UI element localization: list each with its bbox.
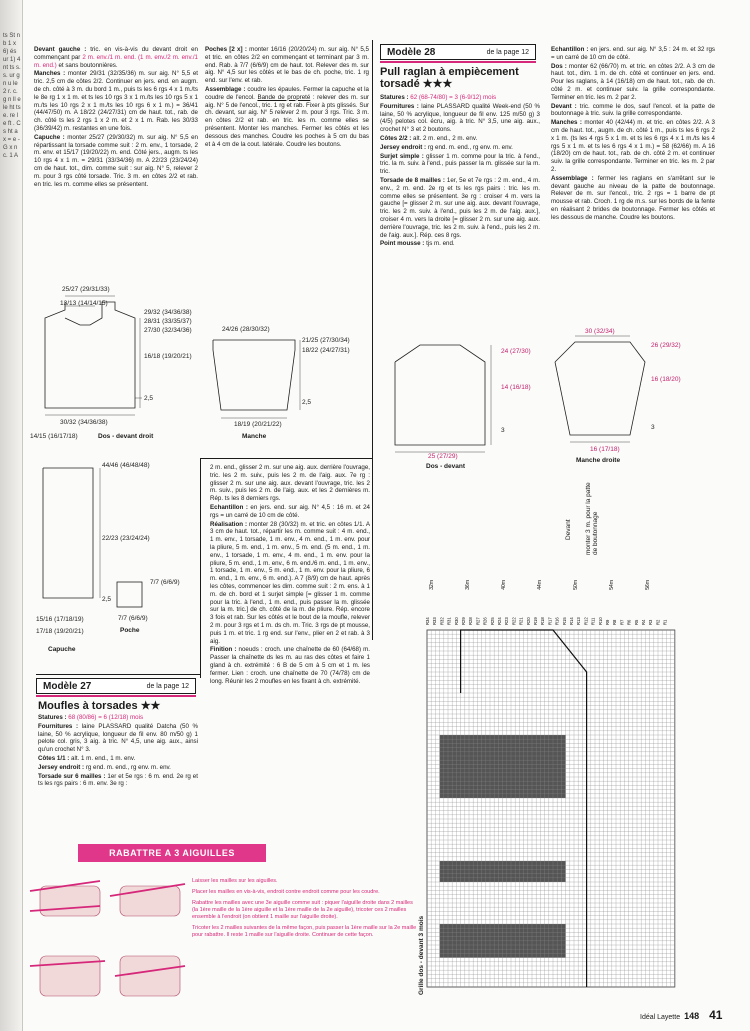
label-text: monter 3 m. pour la patte de boutonnage [585, 482, 599, 555]
dim-value: 25/27 (29/31/33) [62, 286, 110, 293]
text: laine PLASSARD qualité Week-end (50 % laine, 50 % acrylique, longueur de fil env. 125 m/50 g) 3 (4/5) pelotes col. écru, aig. à tric. N° 3,5, une aig. aux., crochet N° 3 et 2 boutons. [380, 102, 540, 134]
dim-value: 24/26 (28/30/32) [222, 326, 270, 333]
label: Statures : [380, 94, 409, 101]
dim-value: 16 (18/20) [651, 376, 681, 383]
grid-row-label: R13 [576, 617, 582, 625]
dim-label [144, 327, 192, 334]
dim-value: 44/46 (46/48/48) [102, 462, 150, 469]
label: Devant gauche : [34, 46, 87, 53]
dim-value: 26 (29/32) [651, 342, 681, 349]
dim-label [651, 424, 655, 431]
dim-value: 24 (27/30) [501, 348, 531, 355]
model-name: Modèle 27 [43, 680, 92, 692]
dim-value: 14/15 (16/17/18) [30, 433, 78, 440]
dim-value: 16/18 (19/20/21) [144, 353, 192, 360]
grid-row-label: R27 [475, 617, 481, 625]
grid-row-label: R28 [468, 617, 474, 625]
label: Surjet simple : [380, 152, 424, 160]
grid-row-label: R4 [641, 619, 646, 625]
grid-row-label: R25 [489, 617, 495, 625]
dim-label [102, 596, 111, 603]
binding-text: ts St nb 1 x 6) és ur 1) 4 nt ts s. s. ur g n u le 2 r. c. g n ll e le ht ts e. re le ft . C s ht a x = e - G x n c. 1 A [3, 33, 21, 159]
model-name: Modèle 28 [387, 46, 436, 58]
grid-row-label: R21 [518, 617, 524, 625]
dim-value: 7/7 (6/6/9) [118, 615, 148, 622]
dim-value: 2,5 [102, 596, 112, 603]
grid-row-label: R24 [497, 617, 502, 625]
dim-label [501, 427, 505, 434]
dim-label [590, 446, 620, 453]
text: monter 29/31 (32/35/36) m. sur aig. N° 5,5 et tric. 2,5 cm de côtes 2/2. Continuer en jers. end. en augm. de ch. côté à 3 m. du bord 1 m., puis ts les 6 rgs 4 x 1 m./ts le 8e rg 1 x 1 m. et ts les 10 rgs 3 x 1 m./ts les 10 rgs 5 x 1 m./ts les 10 rgs 2 x 1 m./ts les 10 rgs 6 x 1 m.) = 36/41 (44/47/50) m. A 18/22 (24/27/31) cm de haut. tot., rab. de ch. côté ts les 2 rgs 1 x 2 m. et 2 x 1 m. Rab. les 30/33 (36/39/42) m. restantes en une fois. [34, 70, 198, 132]
dim-label [428, 453, 458, 460]
text: 1er, 5e et 7e rgs : 2 m. end., 4 m. env., 2 m. end. 2e rg et ts les rgs pairs : tric. les m. comme elles se présentent. 3e rg : croiser 4 m. vers la gauche [= glisser 2 m. sur une aig. aux. devant l'ouvrage, tric. les 2 m. suiv. à l'end., puis les 2 m. de l'aig. aux.], croiser 4 m. vers la droite [= glisser 2 m. sur une aig. aux. derrière l'ouvrage, tric. les 2 m. suiv. à l'end., puis les 2 m. de l'aig. aux.]. Rép. ces 8 rgs. [380, 176, 540, 239]
dim-label [302, 347, 350, 354]
dim-value: 21/25 (27/30/34) [302, 337, 350, 344]
dim-label [651, 342, 681, 349]
label: Dos : [551, 62, 567, 70]
dim-label [501, 348, 531, 355]
text: alt. 1 m. end., 1 m. env. [71, 754, 136, 762]
binding-edge [0, 0, 23, 1031]
pink-bar [380, 61, 536, 63]
text: monter 62 (66/70) m. et tric. en côtes 2/2. A 3 cm de haut. tot., dim. 1 m. de ch. côté et continuer en jers. end. Pour les raglans, à 14 (16/18) cm de haut. tot., rab. de ch. côté 2 m. et continuer suiv. la grille correspondante. Terminer en tric. les m. 2 par 2. [551, 62, 716, 101]
text: tric. en vis-à-vis du devant droit en commençant par [34, 46, 198, 61]
dim-value: 22/23 (23/24/24) [102, 535, 150, 542]
grid-row-label: R29 [461, 617, 466, 625]
diagram-title: Poche [120, 627, 140, 634]
text: 62 (68-74/80) = 3 (6-9/12) mois [410, 94, 497, 101]
instruction: Rabattre les mailles avec une 3e aiguille comme suit : piquer l'aiguille droite dans 2 mailles (la 1ère maille de la 1ère aiguille et la 1ère maille de la 2e aiguille), tricoter ces 2 mailles ensemble à l'endroit (on obtient 1 maille sur l'aiguille droite). [192, 900, 413, 920]
grid-row-label: R5 [633, 619, 639, 625]
text: 1er et 5e rgs : 6 m. end. 2e rg et ts les rgs pairs : 6 m. env. 3e rg : [38, 772, 198, 788]
dim-value: 2,5 [302, 399, 312, 406]
column-4 [551, 46, 715, 223]
dim-value: 27/30 (32/34/36) [144, 327, 192, 334]
model-27-header [36, 678, 196, 694]
text: et sans boutonnières. [58, 61, 118, 69]
grid-row-label: R22 [511, 617, 517, 625]
text: laine PLASSARD qualité Datcha (50 % laine, 50 % acrylique, longueur de fil env. 80 m/50 g) 1 pelote col. gris, 3 aig. à tric. N° 4,5, une aig. aux., ainsi qu'un crochet N° 3. [38, 722, 199, 754]
dim-value: 16 (17/18) [590, 446, 620, 453]
text: glisser 1 m. comme pour la tric. à l'end., tric. la m. suiv. à l'end., puis passer la m. glissée sur la m. tric. [380, 152, 540, 176]
label: Torsade sur 6 mailles : [38, 772, 106, 780]
grid-row-label: R3 [648, 619, 654, 625]
dim-value: 18/19 (20/21/22) [234, 421, 282, 428]
grid-row-label: R17 [547, 617, 553, 625]
model-28-header [380, 44, 536, 60]
instruction: Tricoter les 2 mailles suivantes de la même façon, puis passer la 1ère maille sur la 2e maille pour rabattre. Il reste 1 maille sur l'aiguille droite. Continuer de cette façon. [192, 925, 417, 938]
magazine-name: Idéal Layette [640, 1014, 681, 1021]
grid-size-label: 32m [429, 580, 435, 590]
dim-label [150, 579, 180, 586]
column-1 [34, 46, 198, 189]
dim-label [60, 419, 108, 426]
text: tjs m. end. [426, 240, 455, 248]
dim-value: 2,5 [144, 395, 154, 402]
label: Manches : [34, 70, 66, 78]
label: Fournitures : [38, 722, 79, 730]
grid-row-label: R31 [446, 617, 452, 625]
grid-size-label: 56m [645, 580, 651, 590]
grid-size-label: 50m [573, 580, 579, 590]
label-monter [585, 475, 599, 555]
text: monter 28 (30/32) m. et tric. en côtes 1/1. A 3 cm de haut. tot., répartir les m. comme suit : 4 m. end., 1 m. env., 1 torsade, 1 m. env., 4 m. end., 1 m. env. pour la pliure, 5 m. end., 1 m. env., 5 m. end. (5 m. end., 1 m. env., 1 torsade, 1 m. env., 4 m. end., 1 m. env. pour la pliure, 5 m. end., 1 m. env., 6 m. end./6 m. end., 1 m. env., 1 torsade, 1 m. env., 5 m. end., 1 m. env. pour la pliure, 6 m. end., 1 m. env., 6 m. end.). A 7 (8/9) cm de haut. après les côtes, commencer les dim. comme suit : 2 m. ens. à 1 m. de ch. bord et 1 surjet simple [= glisser 1 m. comme pour la tric. à l'end., 1 m. end., puis passer la m. glissée sur la m. tric.] de ch. côté de la m. de pliure. Rép. encore 3 fois et rab. Sur les côtés et le bout de la moufle, relever 2 m. pour 3 rgs et 1 m. ds ch. m. Tric. 3 rgs de pt mousse, puis 1 m. et tric. 1 rg end. sur l'env., plier en 2 et rab. à 3 aig. [210, 520, 370, 645]
knitting-illustrations [30, 866, 190, 1016]
diagram-poche [115, 580, 155, 620]
dim-label [102, 535, 150, 542]
column-3 [380, 94, 540, 249]
label: Poches [2 x] : [205, 46, 247, 53]
dim-label [302, 337, 350, 344]
instruction: Laisser les mailles sur les aiguilles. [192, 878, 278, 884]
grid-size-label: 44m [537, 580, 543, 590]
needle-illustration-2 [110, 884, 185, 916]
dim-label [585, 328, 615, 335]
label: Echantillon : [210, 503, 248, 511]
diagram-title: Dos - devant [426, 463, 466, 470]
label: Côtes 1/1 : [38, 754, 70, 762]
text: rg end. m. end., rg env. m. env. [85, 763, 171, 771]
dim-label [144, 353, 192, 360]
page-footer [640, 1008, 722, 1022]
text: : relever des m. sur aig. N° 5 de l'encol., tric. 1 rg et rab. Fixer à pts glissés. Sur ch. devant, sur aig. N° 5 relever 2 m. pour 3 rgs. Tric. 3 m. en côtes 2/2 et rab. en tric. les m. comme elles se présentent. Monter les manches. Fermer les côtés et les dessous des manches. Coudre les poches à 5 cm du bas et à 4 cm de la cout. latérale. Coudre les boutons. [205, 93, 369, 148]
dim-label [144, 309, 192, 316]
label-text: Devant [565, 519, 572, 540]
divider [200, 458, 372, 459]
grid-row-label: R2 [655, 619, 661, 625]
model-page: de la page 12 [486, 48, 529, 56]
issue-number: 148 [684, 1011, 700, 1021]
diagram-manche-droite [550, 340, 670, 460]
label: Assemblage : [551, 174, 594, 182]
grid-size-label: 54m [609, 580, 615, 590]
pink-bar [36, 695, 196, 697]
text: monter 25/27 (29/30/32) m. sur aig. N° 5,5 en répartissant la torsade comme suit : 2 m. env., 1 torsade, 2 m. env. et 15/17 (19/20/22) m. end. Côté jers., augm. ts les 10 rgs 4 x 1 m. = 29/31 (33/34/36) m. A 22/23 (23/24/24) cm de haut. tot., dim. comme suit : sur aig. N° 5, relever 2 m. pour 3 rgs côté torsade. Tric. 3 m. en côtes 2/2 et rab. en tric. les m. comme elles se présentent. [34, 133, 198, 188]
grid-row-label: R16 [554, 617, 560, 625]
column-middle [210, 464, 370, 686]
divider [36, 674, 200, 675]
text-pink: 2 m. env./1 m. end. (1 m. env./2 m. env./1 m. end.) [34, 53, 198, 69]
grid-row-label: R9 [605, 619, 610, 625]
dim-value: 29/32 (34/36/38) [144, 309, 192, 316]
dim-label [118, 615, 148, 622]
divider [200, 458, 201, 678]
dim-value: 30/32 (34/36/38) [60, 419, 108, 426]
dim-label [222, 326, 270, 333]
diagram-title: Dos - devant droit [98, 433, 154, 440]
rabattre-instructions [192, 878, 420, 943]
label: Jersey endroit : [380, 143, 427, 151]
dim-value: 17/18 (19/20/21) [36, 628, 84, 635]
label: Réalisation : [210, 520, 248, 528]
caption-sub: 3 mois [418, 915, 425, 937]
grid-row-label: R20 [525, 617, 531, 625]
dim-label [60, 300, 108, 307]
grid-row-label: R26 [482, 617, 488, 625]
dim-value: 14 (16/18) [501, 384, 531, 391]
model-27-title: Moufles à torsades ★★ [38, 700, 161, 712]
dim-label [144, 395, 153, 402]
label: Côtes 2/2 : [380, 134, 412, 142]
grid-row-label: R14 [569, 617, 574, 625]
grid-row-label: R1 [662, 619, 668, 625]
grid-row-label: R33 [432, 617, 438, 625]
label: Point mousse : [380, 240, 425, 248]
dim-value: 13/13 (14/14/15) [60, 300, 108, 307]
dim-label [36, 616, 84, 623]
dim-value: 7/7 (6/6/9) [150, 579, 180, 586]
diagram-dos-devant-droit [40, 290, 160, 420]
dim-value: 15/16 (17/18/19) [36, 616, 84, 623]
grid-row-label: R8 [612, 619, 618, 625]
grid-row-label: R10 [597, 617, 603, 625]
grid-row-label: R30 [453, 617, 459, 625]
grid-row-label: R32 [439, 617, 445, 625]
model-28-title: Pull raglan à empiècement torsadé ★★★ [380, 66, 519, 90]
text-underlined: Bande de propreté [257, 93, 311, 101]
label: Torsade de 8 mailles : [380, 176, 445, 184]
grid-row-label: R6 [626, 619, 632, 625]
dim-value: 25 (27/29) [428, 453, 458, 460]
text: rg end. m. end., rg env. m. env. [427, 143, 513, 151]
dim-label [102, 462, 150, 469]
text: en jers. end. sur aig. N° 3,5 : 24 m. et 32 rgs = un carré de 10 cm de côté. [551, 46, 715, 61]
text: 68 (80/86) = 6 (12/18) mois [68, 714, 144, 721]
text: monter 40 (42/44) m. et tric. en côtes 2/2. A 3 cm de haut. tot., augm. de ch. côté 1 m., puis ts les 6 rgs 2 x 1 m. (ts les 4 rgs 5 x 1 m. et ts les 6 rgs 4 x 1 m./ts les 4 rgs 5 x 1 m. et ts les 6 rgs 4 x 1 m.) = 58 (62/66) m. A 16 (18/20) cm de haut. tot., rab. de ch. côté 2 m. et continuer suiv. la grille correspondante. Terminer en tric. les m. 2 par 2. [551, 119, 715, 173]
needle-illustration-3 [30, 956, 105, 996]
model-page: de la page 12 [146, 682, 189, 690]
dim-value: 28/31 (33/35/37) [144, 318, 192, 325]
dim-value: 18/22 (24/27/31) [302, 347, 350, 354]
text: coudre les épaules. Fermer la capuche et la coudre de l'encol. [205, 85, 369, 101]
dim-value: 3 [651, 424, 655, 431]
needle-illustration-4 [115, 956, 185, 996]
text: 2 m. end., glisser 2 m. sur une aig. aux. derrière l'ouvrage, tric. les 2 m. suiv., puis les 2 m. de l'aig. aux. 7e rg : glisser 2 m. sur une aig. aux. devant l'ouvrage, tric. les 2 m. suiv., puis les 2 m. de l'aig. aux. et les 2 dernières m. Rép. ts les 8 derniers rgs. [210, 464, 370, 503]
label: Assemblage : [205, 85, 246, 93]
dim-label [30, 433, 78, 440]
text: fermer les raglans en s'arrêtant sur le devant gauche au niveau de la patte de boutonnage. Relever de m. sur l'encol., tric. 2 rgs = 1 barre de pt mousse et rab. Croch. 1 rg de m.s. sur les bords de la fente en réalisant 2 brides de boutonnage. Fermer les côtés et les dessous de manche. Coudre les boutons. [551, 174, 715, 221]
column-model-27 [38, 714, 198, 789]
grid-size-label: 36m [465, 580, 471, 590]
divider [372, 40, 373, 640]
dim-value: 30 (32/34) [585, 328, 615, 335]
column-2 [205, 46, 369, 149]
caption-main: Grille dos - devant [418, 938, 425, 995]
rabattre-banner: RABATTRE A 3 AIGUILLES [78, 844, 266, 862]
label: Capuche : [34, 133, 65, 141]
dim-value: 3 [501, 427, 505, 434]
label: Manches : [551, 119, 582, 127]
label: Jersey endroit : [38, 763, 85, 771]
dim-label [36, 628, 84, 635]
grid-row-label: R18 [540, 617, 546, 625]
label: Finition : [210, 646, 237, 654]
grid-row-label: R34 [425, 617, 430, 625]
grid-row-label: R19 [533, 617, 538, 625]
grid-row-label: R12 [583, 617, 589, 625]
grid-row-label: R23 [504, 617, 510, 625]
needle-illustration-1 [30, 881, 100, 916]
text: monter 16/16 (20/20/24) m. sur aig. N° 5,5 et tric. en côtes 2/2 en commençant et terminant par 3 m. end. Rab. à 7/7 (6/6/9) cm de haut. tot. Relever des m. sur aig. N° 4,5 sur les côtés et le bas de ch. poche, tric. 1 rg end. sur l'env. et rab. [205, 46, 369, 85]
diagram-title: Capuche [48, 646, 76, 653]
grid-row-label: R11 [590, 617, 596, 625]
diagram-dos-devant-28 [385, 340, 505, 460]
dim-label [651, 376, 681, 383]
dim-label [302, 399, 311, 406]
dim-label [62, 286, 110, 293]
label: Statures : [38, 714, 67, 721]
dim-label [144, 318, 192, 325]
diagram-title: Manche droite [576, 457, 621, 464]
grid-row-label: R15 [561, 617, 567, 625]
text: alt. 2 m. end., 2 m. env. [413, 134, 478, 142]
page-number: 41 [709, 1008, 723, 1022]
text: noeuds : croch. une chaînette de 60 (64/68) m. Passer la chaînette ds les m. au ras des côtes et faire 1 gland à ch. extrémité : 6 B de 5 cm à 5 cm et 1 m. les fermer. Lien : croch. une chaînette de 70 (74/78) cm de long. Réunir les 2 moufles en les fixant à ch. extrémité. [210, 646, 370, 685]
label: Devant : [551, 102, 577, 110]
label: Fournitures : [380, 102, 419, 110]
text: en jers. end. sur aig. N° 4,5 : 16 m. et 24 rgs = un carré de 10 cm de côté. [210, 503, 370, 519]
label: Echantillon : [551, 46, 589, 53]
dim-label [234, 421, 282, 428]
text: tric. comme le dos, sauf l'encol. et la patte de boutonnage à tric. suiv. la grille correspondante. [551, 102, 715, 118]
grid-size-label: 40m [501, 580, 507, 590]
dim-label [501, 384, 531, 391]
grid-row-label: R7 [619, 619, 625, 625]
label-devant [565, 519, 572, 540]
diagram-title: Manche [242, 433, 267, 440]
knitting-grid [422, 570, 692, 990]
instruction: Placer les mailles en vis-à-vis, endroit contre endroit comme pour les coudre. [192, 889, 380, 895]
